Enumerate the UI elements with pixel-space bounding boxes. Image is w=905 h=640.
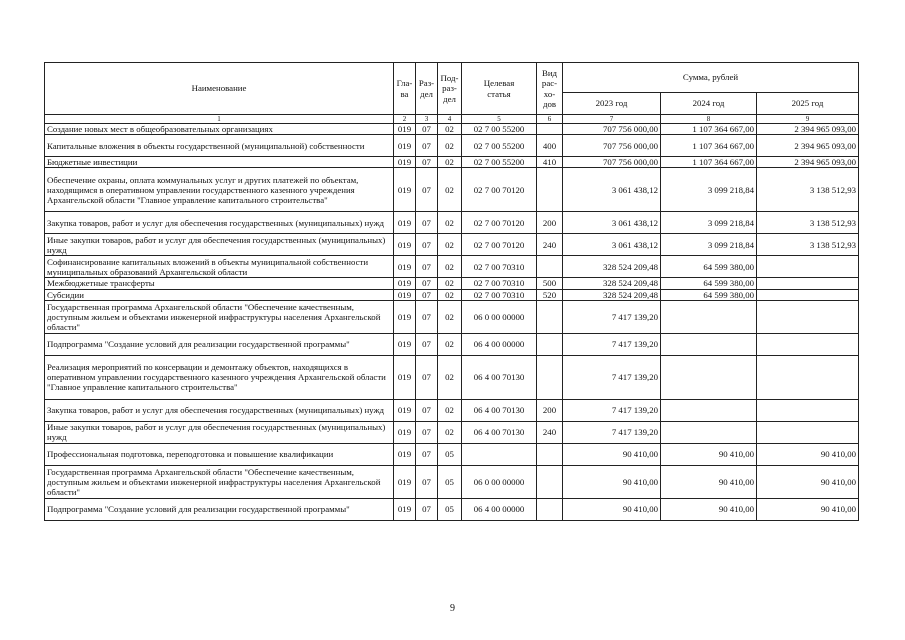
header-sum: Сумма, рублей (563, 63, 859, 93)
row-name: Софинансирование капитальных вложений в объекты муниципальной собственности муниципальных образований Архангельской области (45, 256, 394, 278)
row-sum-2025 (757, 289, 859, 300)
row-expense-type (537, 443, 563, 465)
row-sum-2024 (661, 421, 757, 443)
row-expense-type (537, 465, 563, 498)
row-glava: 019 (394, 234, 416, 256)
row-podrazdel: 02 (438, 399, 462, 421)
row-name: Закупка товаров, работ и услуг для обеспечения государственных (муниципальных) нужд (45, 399, 394, 421)
row-target-article: 06 4 00 00000 (462, 498, 537, 520)
row-sum-2025 (757, 256, 859, 278)
row-target-article: 06 4 00 70130 (462, 421, 537, 443)
row-expense-type (537, 256, 563, 278)
row-glava: 019 (394, 443, 416, 465)
row-sum-2025 (757, 355, 859, 399)
row-sum-2025: 2 394 965 093,00 (757, 135, 859, 157)
table-row (45, 135, 859, 157)
row-name: Закупка товаров, работ и услуг для обеспечения государственных (муниципальных) нужд (45, 212, 394, 234)
table-row (45, 355, 859, 399)
row-expense-type: 240 (537, 421, 563, 443)
row-sum-2025: 3 138 512,93 (757, 234, 859, 256)
row-razdel: 07 (416, 465, 438, 498)
table-row (45, 300, 859, 333)
row-sum-2023: 707 756 000,00 (563, 124, 661, 135)
row-podrazdel: 05 (438, 465, 462, 498)
row-glava: 019 (394, 498, 416, 520)
row-name: Иные закупки товаров, работ и услуг для обеспечения государственных (муниципальных) нужд (45, 421, 394, 443)
row-podrazdel: 02 (438, 300, 462, 333)
row-target-article: 06 4 00 70130 (462, 399, 537, 421)
row-podrazdel: 02 (438, 278, 462, 289)
row-razdel: 07 (416, 421, 438, 443)
table-row (45, 212, 859, 234)
row-podrazdel: 02 (438, 157, 462, 168)
row-target-article: 06 4 00 00000 (462, 333, 537, 355)
col-num: 8 (661, 115, 757, 124)
row-sum-2024 (661, 399, 757, 421)
row-sum-2023: 328 524 209,48 (563, 278, 661, 289)
row-podrazdel: 02 (438, 212, 462, 234)
row-target-article: 02 7 00 55200 (462, 124, 537, 135)
row-sum-2024: 1 107 364 667,00 (661, 135, 757, 157)
table-row (45, 124, 859, 135)
row-podrazdel: 02 (438, 421, 462, 443)
row-razdel: 07 (416, 289, 438, 300)
table-body (45, 115, 859, 521)
row-sum-2023: 7 417 139,20 (563, 300, 661, 333)
row-sum-2024 (661, 355, 757, 399)
row-glava: 019 (394, 124, 416, 135)
row-glava: 019 (394, 157, 416, 168)
row-glava: 019 (394, 333, 416, 355)
row-razdel: 07 (416, 124, 438, 135)
row-glava: 019 (394, 300, 416, 333)
row-glava: 019 (394, 355, 416, 399)
header-glava: Гла- ва (394, 63, 416, 115)
header-year-2025: 2025 год (757, 93, 859, 115)
row-sum-2024: 1 107 364 667,00 (661, 124, 757, 135)
row-razdel: 07 (416, 234, 438, 256)
row-name: Профессиональная подготовка, переподготовка и повышение квалификации (45, 443, 394, 465)
row-sum-2025 (757, 333, 859, 355)
row-target-article: 02 7 00 70120 (462, 168, 537, 212)
row-sum-2023: 7 417 139,20 (563, 355, 661, 399)
row-sum-2024: 64 599 380,00 (661, 289, 757, 300)
row-razdel: 07 (416, 256, 438, 278)
row-sum-2023: 90 410,00 (563, 465, 661, 498)
row-sum-2023: 7 417 139,20 (563, 333, 661, 355)
table-row (45, 256, 859, 278)
row-sum-2024: 90 410,00 (661, 465, 757, 498)
row-glava: 019 (394, 399, 416, 421)
row-target-article: 02 7 00 55200 (462, 157, 537, 168)
row-target-article: 02 7 00 70310 (462, 289, 537, 300)
header-razdel: Раз- дел (416, 63, 438, 115)
row-name: Иные закупки товаров, работ и услуг для обеспечения государственных (муниципальных) нужд (45, 234, 394, 256)
table-row (45, 289, 859, 300)
row-razdel: 07 (416, 498, 438, 520)
row-sum-2023: 3 061 438,12 (563, 212, 661, 234)
row-sum-2023: 90 410,00 (563, 443, 661, 465)
row-sum-2025: 90 410,00 (757, 443, 859, 465)
row-sum-2023: 328 524 209,48 (563, 256, 661, 278)
row-podrazdel: 02 (438, 135, 462, 157)
col-num: 7 (563, 115, 661, 124)
row-sum-2023: 7 417 139,20 (563, 399, 661, 421)
row-expense-type (537, 168, 563, 212)
row-sum-2025: 2 394 965 093,00 (757, 157, 859, 168)
row-expense-type (537, 355, 563, 399)
row-name: Субсидии (45, 289, 394, 300)
row-podrazdel: 02 (438, 289, 462, 300)
row-sum-2024 (661, 333, 757, 355)
row-name: Подпрограмма "Создание условий для реализации государственной программы" (45, 333, 394, 355)
row-sum-2024: 64 599 380,00 (661, 278, 757, 289)
row-name: Бюджетные инвестиции (45, 157, 394, 168)
table-row (45, 465, 859, 498)
row-sum-2024: 3 099 218,84 (661, 212, 757, 234)
row-glava: 019 (394, 289, 416, 300)
header-podrazdel: Под- раз- дел (438, 63, 462, 115)
row-sum-2023: 707 756 000,00 (563, 157, 661, 168)
row-sum-2023: 3 061 438,12 (563, 234, 661, 256)
row-razdel: 07 (416, 355, 438, 399)
row-target-article: 02 7 00 70120 (462, 212, 537, 234)
row-razdel: 07 (416, 168, 438, 212)
row-razdel: 07 (416, 157, 438, 168)
row-sum-2024: 3 099 218,84 (661, 168, 757, 212)
row-razdel: 07 (416, 443, 438, 465)
column-number-row (45, 115, 859, 124)
table-row (45, 443, 859, 465)
row-sum-2025: 3 138 512,93 (757, 212, 859, 234)
row-expense-type (537, 498, 563, 520)
row-sum-2025: 3 138 512,93 (757, 168, 859, 212)
col-num: 2 (394, 115, 416, 124)
row-expense-type: 520 (537, 289, 563, 300)
table-row (45, 498, 859, 520)
row-expense-type (537, 300, 563, 333)
col-num: 9 (757, 115, 859, 124)
row-sum-2025 (757, 300, 859, 333)
table-row (45, 278, 859, 289)
table-row (45, 157, 859, 168)
row-glava: 019 (394, 278, 416, 289)
row-name: Подпрограмма "Создание условий для реализации государственной программы" (45, 498, 394, 520)
row-name: Обеспечение охраны, оплата коммунальных услуг и других платежей по объектам, находящимся в оперативном управлении государственного казенного учреждения Архангельской области "Главное управление капитального строительства" (45, 168, 394, 212)
table-row (45, 399, 859, 421)
row-expense-type (537, 333, 563, 355)
row-sum-2024: 3 099 218,84 (661, 234, 757, 256)
row-name: Государственная программа Архангельской области "Обеспечение качественным, доступным жильем и объектами инженерной инфраструктуры населения Архангельской области" (45, 300, 394, 333)
row-name: Создание новых мест в общеобразовательных организациях (45, 124, 394, 135)
header-year-2024: 2024 год (661, 93, 757, 115)
row-podrazdel: 02 (438, 168, 462, 212)
row-sum-2023: 328 524 209,48 (563, 289, 661, 300)
row-name: Капитальные вложения в объекты государственной (муниципальной) собственности (45, 135, 394, 157)
row-sum-2025 (757, 278, 859, 289)
row-sum-2025: 90 410,00 (757, 465, 859, 498)
row-target-article: 02 7 00 70120 (462, 234, 537, 256)
row-sum-2025: 90 410,00 (757, 498, 859, 520)
row-glava: 019 (394, 168, 416, 212)
header-expense-type: Вид рас- хо- дов (537, 63, 563, 115)
row-podrazdel: 05 (438, 498, 462, 520)
row-razdel: 07 (416, 135, 438, 157)
row-expense-type: 240 (537, 234, 563, 256)
row-expense-type (537, 124, 563, 135)
row-razdel: 07 (416, 212, 438, 234)
row-sum-2023: 3 061 438,12 (563, 168, 661, 212)
row-name: Межбюджетные трансферты (45, 278, 394, 289)
row-sum-2024 (661, 300, 757, 333)
row-sum-2023: 707 756 000,00 (563, 135, 661, 157)
row-expense-type: 200 (537, 212, 563, 234)
row-sum-2025 (757, 399, 859, 421)
row-name: Реализация мероприятий по консервации и демонтажу объектов, находящихся в оперативном управлении государственного казенного учреждения Архангельской области "Главное управление капитального строительства" (45, 355, 394, 399)
row-target-article (462, 443, 537, 465)
col-num: 3 (416, 115, 438, 124)
row-razdel: 07 (416, 399, 438, 421)
row-name: Государственная программа Архангельской области "Обеспечение качественным, доступным жильем и объектами инженерной инфраструктуры населения Архангельской области" (45, 465, 394, 498)
row-podrazdel: 05 (438, 443, 462, 465)
row-sum-2025 (757, 421, 859, 443)
header-year-2023: 2023 год (563, 93, 661, 115)
table-row (45, 333, 859, 355)
budget-table (44, 62, 859, 521)
col-num: 4 (438, 115, 462, 124)
col-num: 6 (537, 115, 563, 124)
row-target-article: 02 7 00 70310 (462, 278, 537, 289)
row-expense-type: 200 (537, 399, 563, 421)
header-name: Наименование (45, 63, 394, 115)
row-target-article: 02 7 00 55200 (462, 135, 537, 157)
table-row (45, 234, 859, 256)
row-podrazdel: 02 (438, 256, 462, 278)
row-sum-2024: 90 410,00 (661, 443, 757, 465)
col-num: 5 (462, 115, 537, 124)
row-sum-2024: 64 599 380,00 (661, 256, 757, 278)
page-number: 9 (450, 603, 455, 614)
header-target-article: Целевая статья (462, 63, 537, 115)
col-num: 1 (45, 115, 394, 124)
row-glava: 019 (394, 135, 416, 157)
row-target-article: 02 7 00 70310 (462, 256, 537, 278)
row-expense-type: 500 (537, 278, 563, 289)
row-razdel: 07 (416, 300, 438, 333)
row-glava: 019 (394, 212, 416, 234)
row-podrazdel: 02 (438, 333, 462, 355)
row-podrazdel: 02 (438, 355, 462, 399)
row-sum-2025: 2 394 965 093,00 (757, 124, 859, 135)
row-target-article: 06 4 00 70130 (462, 355, 537, 399)
row-glava: 019 (394, 421, 416, 443)
row-razdel: 07 (416, 333, 438, 355)
row-podrazdel: 02 (438, 124, 462, 135)
row-target-article: 06 0 00 00000 (462, 300, 537, 333)
row-sum-2023: 90 410,00 (563, 498, 661, 520)
row-sum-2023: 7 417 139,20 (563, 421, 661, 443)
row-glava: 019 (394, 256, 416, 278)
row-target-article: 06 0 00 00000 (462, 465, 537, 498)
row-expense-type: 400 (537, 135, 563, 157)
row-sum-2024: 1 107 364 667,00 (661, 157, 757, 168)
table-row (45, 421, 859, 443)
table-row (45, 168, 859, 212)
row-sum-2024: 90 410,00 (661, 498, 757, 520)
row-expense-type: 410 (537, 157, 563, 168)
row-glava: 019 (394, 465, 416, 498)
row-razdel: 07 (416, 278, 438, 289)
row-podrazdel: 02 (438, 234, 462, 256)
